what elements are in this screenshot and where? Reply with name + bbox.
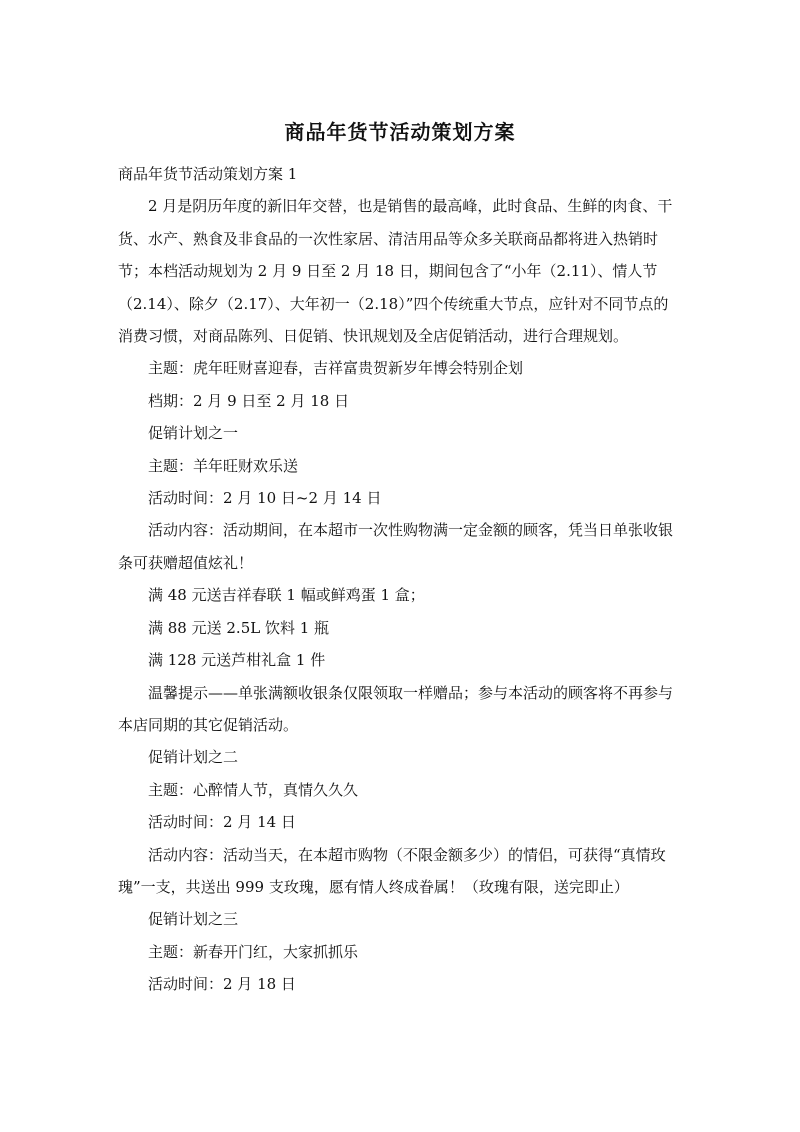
plan-content: 活动内容：活动当天，在本超市购物（不限金额多少）的情侣，可获得“真情玫瑰”一支，共送出 999 支玫瑰，愿有情人终成眷属！（玫瑰有限，送完即止） xyxy=(118,845,666,896)
document-title: 商品年货节活动策划方案 xyxy=(284,120,516,144)
gift-item: 满 88 元送 2.5L 饮料 1 瓶 xyxy=(148,618,330,637)
plan-heading: 促销计划之二 xyxy=(148,748,239,767)
document-body xyxy=(118,158,678,1001)
notice-paragraph: 温馨提示——单张满额收银条仅限领取一样赠品；参与本活动的顾客将不再参与本店同期的其它促销活动。 xyxy=(118,683,674,734)
plan-heading: 促销计划之三 xyxy=(148,910,239,929)
plan-heading: 促销计划之一 xyxy=(148,424,239,443)
plan-time: 活动时间：2 月 14 日 xyxy=(148,813,296,832)
gift-item: 满 48 元送吉祥春联 1 幅或鲜鸡蛋 1 盒； xyxy=(148,586,425,605)
schedule-line: 档期：2 月 9 日至 2 月 18 日 xyxy=(148,391,350,410)
plan-content: 活动内容：活动期间，在本超市一次性购物满一定金额的顾客，凭当日单张收银条可获赠超值炫礼！ xyxy=(118,521,674,572)
plan-time: 活动时间：2 月 18 日 xyxy=(148,975,296,994)
section-heading: 商品年货节活动策划方案 1 xyxy=(118,165,298,183)
intro-paragraph: 2 月是阴历年度的新旧年交替，也是销售的最高峰，此时食品、生鲜的肉食、干货、水产、熟食及非食品的一次性家居、清洁用品等众多关联商品都将进入热销时节；本档活动规划为 2 月 9 日至 2 月 18 日，期间包含了“小年（2.11）、情人节（2.14）、除夕（2.17）、大年初一（2.18）”四个传统重大节点，应针对不同节点的消费习惯，对商品陈列、日促销、快讯规划及全店促销活动，进行合理规划。 xyxy=(118,197,673,346)
plan-theme: 主题：心醉情人节，真情久久久 xyxy=(148,780,359,799)
plan-theme: 主题：新春开门红，大家抓抓乐 xyxy=(148,942,359,961)
gift-item: 满 128 元送芦柑礼盒 1 件 xyxy=(148,651,326,670)
plan-theme: 主题：羊年旺财欢乐送 xyxy=(148,456,299,475)
plan-time: 活动时间：2 月 10 日~2 月 14 日 xyxy=(148,489,382,508)
theme-line: 主题：虎年旺财喜迎春，吉祥富贵贺新岁年博会特别企划 xyxy=(148,359,524,378)
